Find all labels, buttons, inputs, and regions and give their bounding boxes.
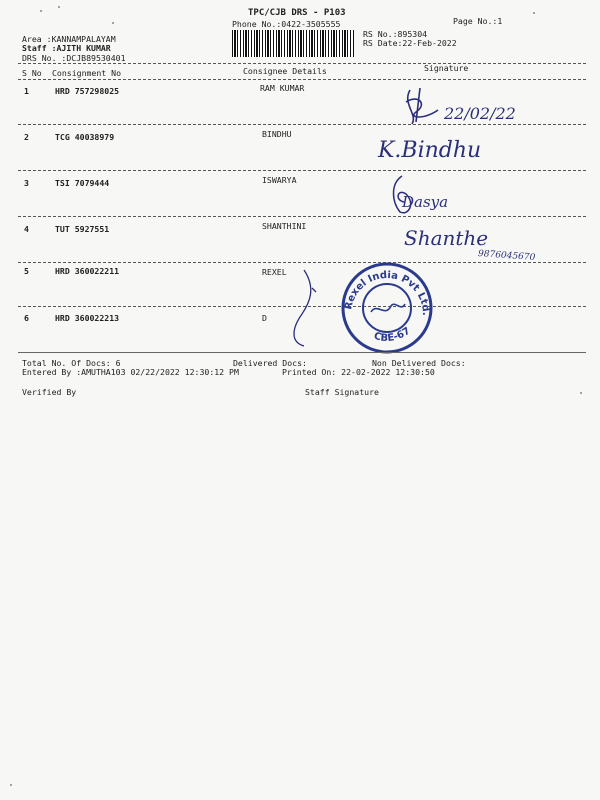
row-3-signature: Dasya bbox=[402, 193, 449, 211]
col-header-sno: S No bbox=[22, 68, 42, 78]
stamp-text-bottom: CBE-67 bbox=[372, 325, 413, 345]
document-title: TPC/CJB DRS - P103 bbox=[248, 8, 346, 18]
row-1-consignee: RAM KUMAR bbox=[260, 83, 305, 93]
svg-text:Rexel India Pvt Ltd. bbox=[343, 270, 431, 316]
staff-field: Staff :AJITH KUMAR bbox=[22, 43, 111, 53]
scan-speck bbox=[40, 10, 42, 12]
row-2-consignee: BINDHU bbox=[262, 129, 292, 139]
row-2-sno: 2 bbox=[24, 132, 29, 142]
row-2-consignment: TCG 40038979 bbox=[55, 132, 115, 142]
entered-by: Entered By :AMUTHA103 02/22/2022 12:30:12 PM bbox=[22, 367, 239, 377]
row-3-sno: 3 bbox=[24, 178, 29, 188]
header-divider bbox=[18, 63, 586, 64]
col-header-consignment: Consignment No bbox=[52, 68, 122, 78]
row-6-consignment: HRD 360022213 bbox=[55, 313, 120, 323]
row-3-divider bbox=[18, 216, 586, 217]
row-3-consignment: TSI 7079444 bbox=[55, 178, 110, 188]
row-1-consignment: HRD 757298025 bbox=[55, 86, 120, 96]
row-4-divider bbox=[18, 262, 586, 263]
row-1-sno: 1 bbox=[24, 86, 29, 96]
rs-number: RS No.:895304 bbox=[363, 29, 428, 39]
row-5-consignee: REXEL bbox=[262, 267, 287, 277]
total-docs: Total No. Of Docs: 6 bbox=[22, 358, 121, 368]
scan-speck bbox=[58, 6, 60, 8]
drs-number: DRS No. :DCJB89530401 bbox=[22, 53, 126, 63]
scan-speck bbox=[533, 12, 535, 14]
table-bottom-divider bbox=[18, 352, 586, 353]
row-1-signature-scribble bbox=[398, 84, 446, 128]
scan-speck bbox=[580, 392, 582, 394]
row-4-consignment: TUT 5927551 bbox=[55, 224, 110, 234]
verified-by-label: Verified By bbox=[22, 387, 77, 397]
row-6-sno: 6 bbox=[24, 313, 29, 323]
row-4-signature: Shanthe bbox=[404, 226, 489, 250]
rs-date: RS Date:22-Feb-2022 bbox=[363, 38, 457, 48]
row-4-sno: 4 bbox=[24, 224, 29, 234]
staff-signature-label: Staff Signature bbox=[305, 387, 379, 397]
column-header-divider bbox=[18, 79, 586, 80]
bracket-scribble bbox=[286, 268, 326, 350]
row-4-consignee: SHANTHINI bbox=[262, 221, 307, 231]
delivered-docs: Delivered Docs: bbox=[233, 358, 307, 368]
page-number: Page No.:1 bbox=[453, 16, 503, 26]
svg-text:CBE-67 bbox=[372, 326, 412, 345]
row-2-divider bbox=[18, 170, 586, 171]
scan-speck bbox=[10, 784, 12, 786]
phone-number: Phone No.:0422-3505555 bbox=[232, 19, 341, 29]
row-6-consignee: D bbox=[262, 313, 267, 323]
row-1-signature-date: 22/02/22 bbox=[444, 104, 516, 123]
row-1-divider bbox=[18, 124, 586, 125]
scan-speck bbox=[112, 22, 114, 24]
row-5-sno: 5 bbox=[24, 266, 29, 276]
row-3-consignee: ISWARYA bbox=[262, 175, 297, 185]
printed-on: Printed On: 22-02-2022 12:30:50 bbox=[282, 367, 435, 377]
row-5-consignment: HRD 360022211 bbox=[55, 266, 120, 276]
row-2-signature: K.Bindhu bbox=[378, 138, 482, 163]
barcode bbox=[232, 30, 354, 57]
col-header-signature: Signature bbox=[424, 63, 469, 73]
row-4-phone-handwritten: 9876045670 bbox=[477, 249, 536, 263]
stamp-lettering bbox=[341, 262, 433, 354]
non-delivered-docs: Non Delivered Docs: bbox=[372, 358, 466, 368]
stamp-text-top: Rexel India Pvt Ltd. bbox=[343, 269, 432, 316]
area-field: Area :KANNAMPALAYAM bbox=[22, 34, 116, 44]
col-header-consignee: Consignee Details bbox=[243, 66, 327, 76]
